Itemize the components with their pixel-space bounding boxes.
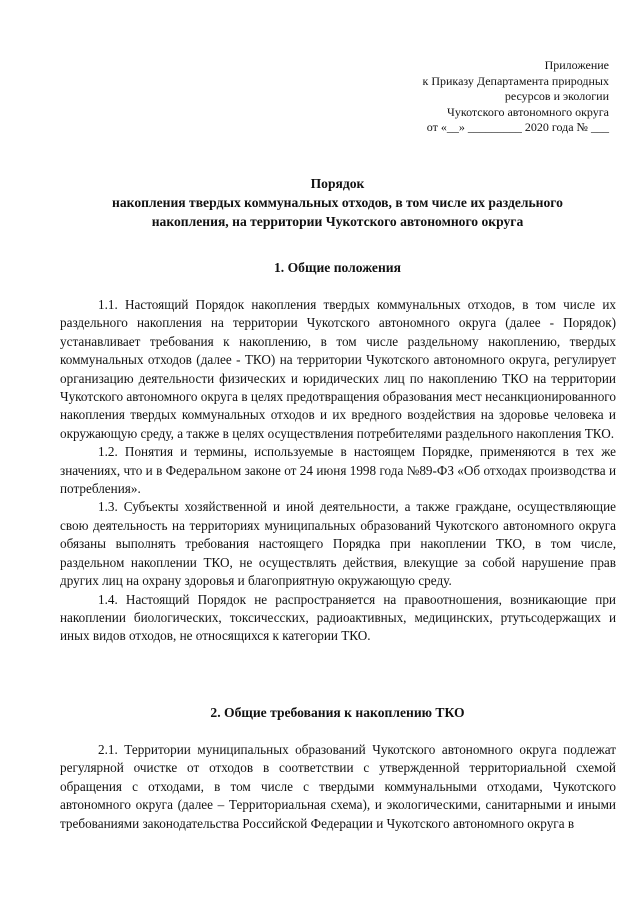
- paragraph-1-4: 1.4. Настоящий Порядок не распространяется на правоотношения, возникающие при накоплении биологических, токсичесских, радиоактивных, медицинских, ртутьсодержащих и иных видов отходов, не относящихся к категории ТКО.: [60, 591, 616, 644]
- appendix-line: ресурсов и экологии: [504, 89, 609, 104]
- paragraph-1-2: 1.2. Понятия и термины, используемые в настоящем Порядке, применяются в тех же значениях, что и в Федеральном законе от 24 июня 1998 года №89-ФЗ «Об отходах производства и потребления».: [60, 444, 616, 497]
- section-heading-general: 1. Общие положения: [274, 260, 401, 275]
- appendix-line: Чукотского автономного округа: [447, 104, 609, 119]
- section-body-general: [60, 296, 616, 646]
- title-line: Порядок: [310, 176, 365, 191]
- appendix-date-line: от «__» _________ 2020 года № ___: [426, 120, 609, 135]
- section-heading-requirements: 2. Общие требования к накоплению ТКО: [210, 705, 465, 720]
- appendix-line: Приложение: [544, 58, 609, 72]
- section-body-requirements: [60, 741, 616, 833]
- appendix-line: к Приказу Департамента природных: [422, 73, 609, 88]
- appendix-header: [309, 58, 609, 136]
- paragraph-1-1: 1.1. Настоящий Порядок накопления твердых коммунальных отходов, в том числе их раздельного накопления на территории Чукотского автономного округа (далее - Порядок) устанавливает требования к накоплению, в том числе раздельному накоплению, твердых коммунальных отходов (далее - ТКО) на территории Чукотского автономного округа, регулирует организацию деятельности физических и юридических лиц по накоплению ТКО на территории Чукотского автономного округа в целях предотвращения образования мест несанкционированного накопления твердых коммунальных отходов и их вредного воздействия на здоровье человека и окружающую среду, а также в целях осуществления потребителями раздельного накопления ТКО.: [60, 297, 616, 441]
- paragraph-2-1: 2.1. Территории муниципальных образований Чукотского автономного округа подлежат регулярной очистке от отходов в соответствии с утвержденной территориальной схемой обращения с отходами, в том числе с твердыми коммунальными отходами, Чукотского автономного округа (далее – Территориальная схема), и экологическими, санитарными и иными требованиями законодательства Российской Федерации и Чукотского автономного округа в: [60, 742, 616, 831]
- title-line: накопления, на территории Чукотского автономного округа: [151, 214, 524, 229]
- paragraph-1-3: 1.3. Субъекты хозяйственной и иной деятельности, а также граждане, осуществляющие свою деятельность на территориях муниципальных образований Чукотского автономного округа обязаны выполнять требования настоящего Порядка при накоплении ТКО, в том числе, раздельном накоплении ТКО, не осуществлять действия, влекущие за собой нарушение прав других лиц на охрану здоровья и благоприятную окружающую среду.: [60, 499, 616, 589]
- document-title: [60, 174, 615, 231]
- title-line: накопления твердых коммунальных отходов, в том числе их раздельного: [112, 195, 563, 210]
